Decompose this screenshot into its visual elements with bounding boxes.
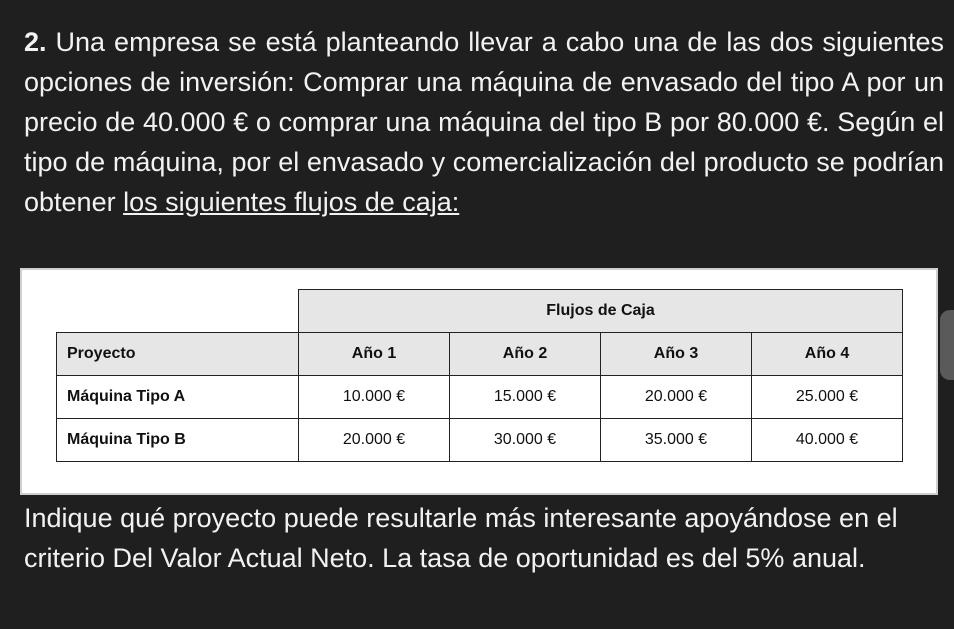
cash-flow-cell: 25.000 € (752, 376, 903, 419)
table-blank-cell (57, 290, 299, 333)
question-intro (24, 22, 944, 222)
cash-flow-table (56, 289, 903, 462)
column-header-year-1: Año 1 (299, 333, 450, 376)
question-text-last-line: los siguientes flujos de caja: (123, 187, 460, 217)
side-handle (940, 310, 954, 380)
cash-flow-cell: 20.000 € (601, 376, 752, 419)
question-instruction: Indique qué proyecto puede resultarle más interesante apoyándose en el criterio Del Valor Actual Neto. La tasa de oportunidad es del 5% anual. (24, 503, 898, 573)
row-name: Máquina Tipo B (57, 419, 299, 462)
cash-flow-table-image (20, 268, 938, 495)
cash-flow-cell: 35.000 € (601, 419, 752, 462)
table-group-header-row (57, 290, 903, 333)
column-header-proyecto: Proyecto (57, 333, 299, 376)
column-header-year-4: Año 4 (752, 333, 903, 376)
column-header-year-3: Año 3 (601, 333, 752, 376)
table-header-row (57, 333, 903, 376)
cash-flow-cell: 20.000 € (299, 419, 450, 462)
group-header: Flujos de Caja (299, 290, 903, 333)
question-text: Una empresa se está planteando llevar a cabo una de las dos siguientes opciones de inversión: Comprar una máquina de envasado del tipo A por un precio de 40.000 € o comprar una máquina del tipo B por 80.000 €. Según el tipo de máquina, por el envasado y comercialización del producto se podrían obtener (24, 27, 944, 217)
table-row (57, 419, 903, 462)
column-header-year-2: Año 2 (450, 333, 601, 376)
cash-flow-cell: 10.000 € (299, 376, 450, 419)
row-name: Máquina Tipo A (57, 376, 299, 419)
cash-flow-cell: 15.000 € (450, 376, 601, 419)
table-row (57, 376, 903, 419)
cash-flow-cell: 40.000 € (752, 419, 903, 462)
question-number: 2. (24, 27, 47, 57)
cash-flow-cell: 30.000 € (450, 419, 601, 462)
